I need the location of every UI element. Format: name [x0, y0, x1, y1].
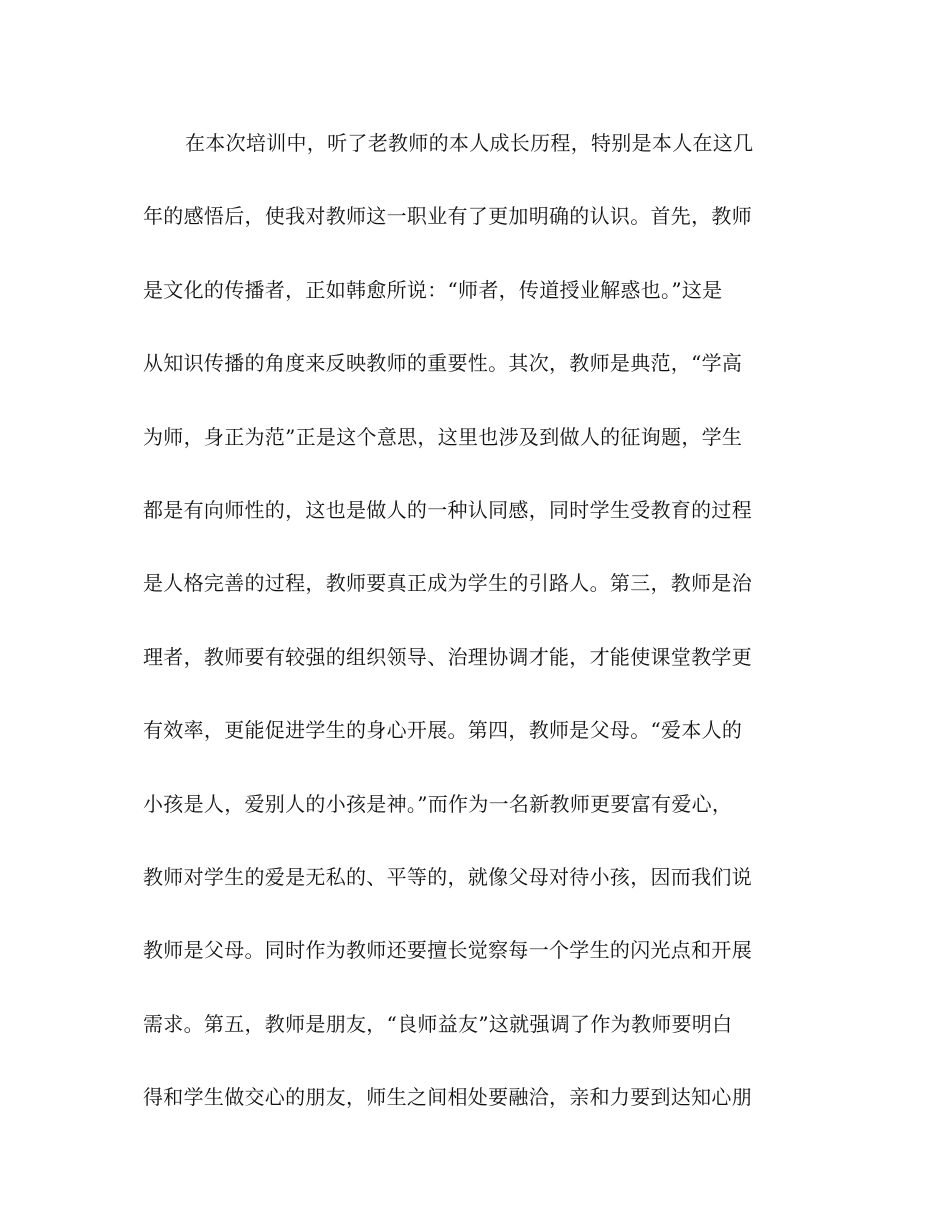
- text-line: 从知识传播的角度来反映教师的重要性。其次，教师是典范，“学高: [143, 351, 743, 376]
- text-line: 理者，教师要有较强的组织领导、治理协调才能，才能使课堂教学更: [143, 644, 752, 669]
- body-paragraph: [143, 121, 803, 1148]
- text-line: 为师，身正为范”正是这个意思，这里也涉及到做人的征询题，学生: [143, 424, 743, 449]
- text-line: 是文化的传播者，正如韩愈所说：“师者，传道授业解惑也。”这是: [143, 277, 723, 302]
- text-line: 都是有向师性的，这也是做人的一种认同感，同时学生受教育的过程: [143, 497, 752, 522]
- text-line: 是人格完善的过程，教师要真正成为学生的引路人。第三，教师是治: [143, 571, 752, 596]
- text-line: 得和学生做交心的朋友，师生之间相处要融洽，亲和力要到达知心朋: [143, 1085, 752, 1110]
- text-line: 教师对学生的爱是无私的、平等的，就像父母对待小孩，因而我们说: [143, 864, 752, 889]
- text-line: 年的感悟后，使我对教师这一职业有了更加明确的认识。首先，教师: [143, 204, 752, 229]
- text-line: 有效率，更能促进学生的身心开展。第四，教师是父母。“爱本人的: [143, 718, 743, 743]
- text-line: 小孩是人，爱别人的小孩是神。”而作为一名新教师更要富有爱心，: [143, 791, 733, 816]
- text-line: 需求。第五，教师是朋友，“良师益友”这就强调了作为教师要明白: [143, 1011, 733, 1036]
- text-line: 教师是父母。同时作为教师还要擅长觉察每一个学生的闪光点和开展: [143, 938, 752, 963]
- text-line: 在本次培训中，听了老教师的本人成长历程，特别是本人在这几: [185, 131, 754, 155]
